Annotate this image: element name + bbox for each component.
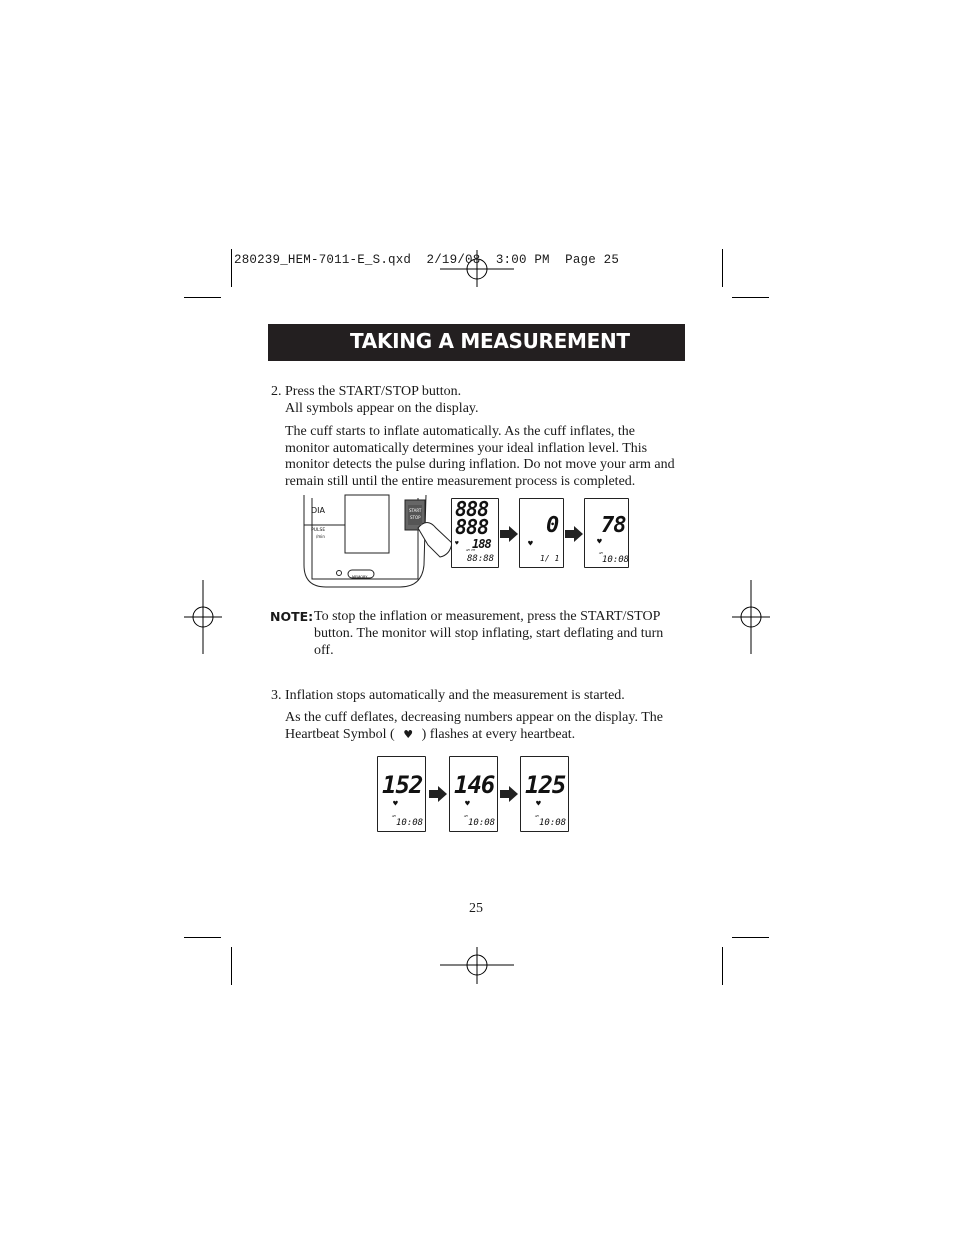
lcd-time: 88:88 — [467, 554, 495, 564]
heartbeat-icon: ♥ — [455, 540, 459, 547]
note-label: NOTE: — [270, 609, 314, 624]
section-banner — [268, 324, 685, 361]
note-line: button. The monitor will stop inflating, start deflating and turn — [314, 626, 664, 641]
arrow-right-icon — [500, 786, 518, 802]
step-3-heading: 3. Inflation stops automatically and the measurement is started. — [271, 688, 625, 703]
note-line: off. — [314, 643, 334, 658]
lcd-ampm: AM — [392, 814, 396, 818]
lcd-ampm: AM — [535, 814, 539, 818]
lcd-date: 1/ 1 — [540, 554, 560, 563]
file-slug: 280239_HEM-7011-E_S.qxd 2/19/08 3:00 PM Page 25 — [234, 253, 620, 267]
paragraph-line: As the cuff deflates, decreasing numbers appear on the display. The — [285, 710, 663, 725]
heartbeat-icon: ♥ — [403, 728, 414, 741]
stop-label: STOP — [410, 515, 421, 520]
lcd-display-125 — [520, 756, 569, 832]
dia-label: DIA — [311, 506, 325, 515]
lcd-time: 10:08 — [539, 818, 567, 828]
paragraph-line: remain still until the entire measurement process is completed. — [285, 474, 636, 489]
lcd-time: 10:08 — [602, 555, 630, 565]
lcd-value: 146 — [454, 771, 495, 799]
lcd-systolic: 0 — [546, 513, 559, 538]
pulse-unit-label: /min — [316, 534, 325, 539]
lcd-display-all-segments — [451, 498, 499, 568]
step-2-heading: 2. Press the START/STOP button. — [271, 384, 462, 399]
memory-label: MEMORY — [352, 575, 368, 579]
page-title: TAKING A MEASUREMENT — [350, 329, 630, 353]
start-label: START — [409, 508, 422, 513]
heartbeat-icon: ♥ — [536, 799, 541, 808]
heartbeat-icon: ♥ — [393, 799, 398, 808]
lcd-display-inflating — [519, 498, 564, 568]
lcd-diastolic: 888 — [455, 515, 489, 539]
page-number: 25 — [469, 901, 483, 916]
paragraph-line: The cuff starts to inflate automatically. As the cuff inflates, the — [285, 424, 636, 439]
step-2-subtext: All symbols appear on the display. — [285, 401, 479, 416]
heartbeat-icon: ♥ — [465, 799, 470, 808]
heartbeat-text-end: ) flashes at every heartbeat. — [421, 727, 576, 742]
note-line: To stop the inflation or measurement, press the START/STOP — [314, 609, 661, 624]
lcd-value: 152 — [382, 771, 423, 799]
pulse-label: PULSE — [311, 528, 326, 533]
lcd-display-pulse — [584, 498, 629, 568]
lcd-display-152 — [377, 756, 426, 832]
arrow-right-icon — [429, 786, 447, 802]
lcd-systolic: 888 — [455, 497, 489, 521]
heartbeat-text-start: Heartbeat Symbol ( — [285, 727, 395, 742]
paragraph-line — [285, 726, 575, 743]
lcd-ampm: AM PM — [466, 548, 476, 552]
heartbeat-icon: ♥ — [528, 539, 533, 548]
lcd-pulse: 188 — [472, 537, 491, 551]
lcd-systolic: 78 — [601, 513, 626, 538]
lcd-value: 125 — [525, 771, 566, 799]
lcd-time: 10:08 — [468, 818, 496, 828]
lcd-ampm: AM — [464, 814, 468, 818]
lcd-time: 10:08 — [396, 818, 424, 828]
arrow-right-icon — [500, 526, 518, 542]
lcd-ampm: AM — [599, 551, 603, 555]
heartbeat-icon: ♥ — [597, 537, 602, 546]
lcd-display-146 — [449, 756, 498, 832]
paragraph-line: monitor detects the pulse during inflation. Do not move your arm and — [285, 457, 675, 472]
paragraph-line: monitor automatically determines your ideal inflation level. This — [285, 441, 648, 456]
arrow-right-icon — [565, 526, 583, 542]
